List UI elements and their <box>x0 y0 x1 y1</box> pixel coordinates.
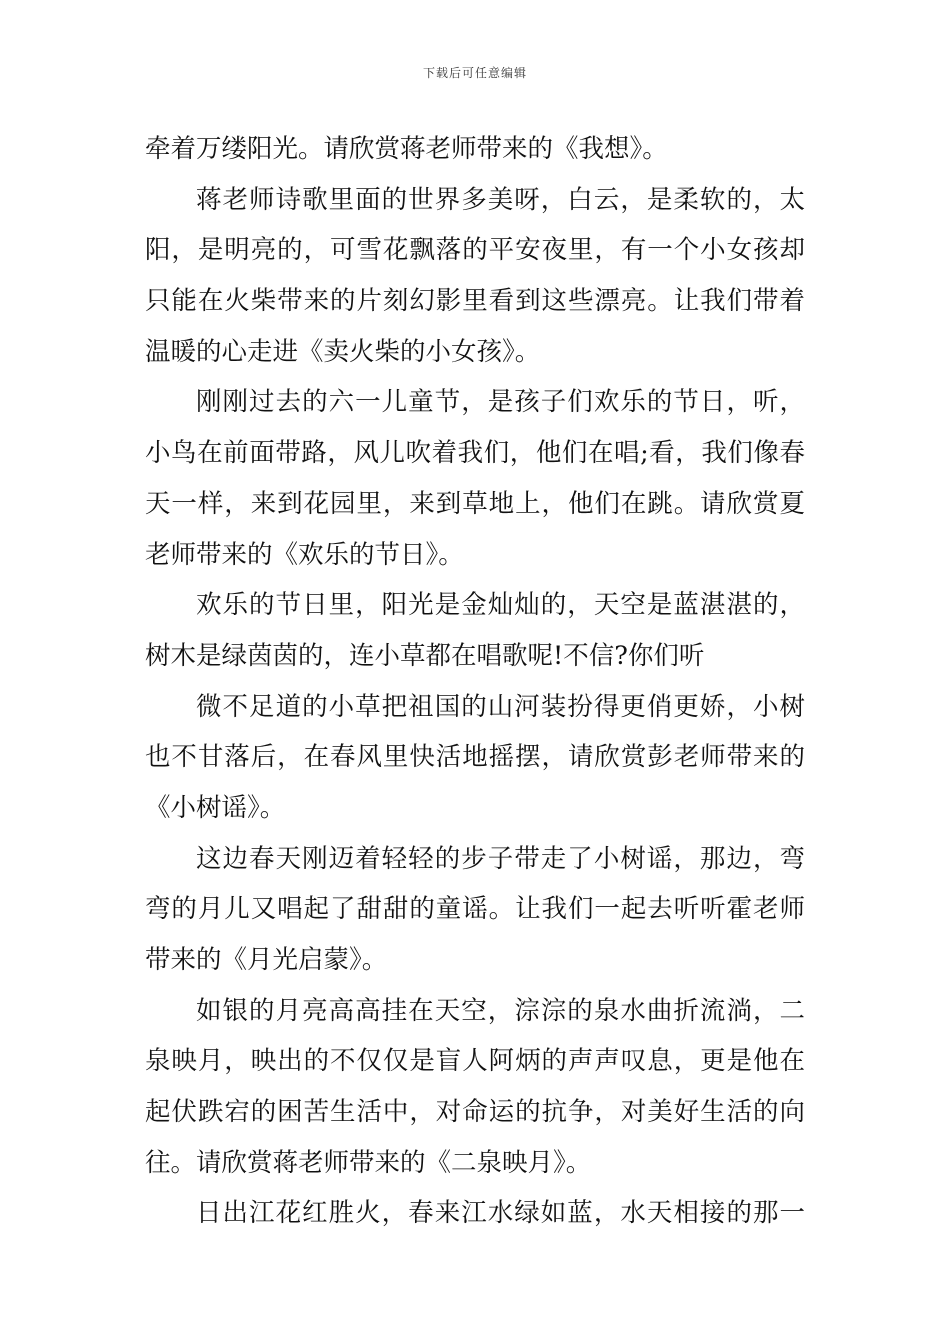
text-line: 温暖的心走进《卖火柴的小女孩》。 <box>145 336 541 367</box>
text-line: 起伏跌宕的困苦生活中，对命运的抗争，对美好生活的向 <box>145 1097 805 1128</box>
text-line: 弯的月儿又唱起了甜甜的童谣。让我们一起去听听霍老师 <box>145 894 805 925</box>
text-line: 带来的《月光启蒙》。 <box>145 945 388 975</box>
text-line: 日出江花红胜火，春来江水绿如蓝，水天相接的那一 <box>196 1198 805 1229</box>
text-line: 这边春天刚迈着轻轻的步子带走了小树谣，那边，弯 <box>196 843 805 874</box>
text-line: 《小树谣》。 <box>145 792 286 823</box>
text-line: 也不甘落后，在春风里快活地摇摆，请欣赏彭老师带来的 <box>145 742 805 773</box>
text-line: 小鸟在前面带路，风儿吹着我们，他们在唱;看，我们像春 <box>145 438 805 469</box>
text-line: 老师带来的《欢乐的节日》。 <box>145 539 464 570</box>
text-line: 泉映月，映出的不仅仅是盲人阿炳的声声叹息，更是他在 <box>145 1046 805 1077</box>
text-line: 如银的月亮高高挂在天空，淙淙的泉水曲折流淌，二 <box>196 995 805 1026</box>
text-line: 天一样，来到花园里，来到草地上，他们在跳。请欣赏夏 <box>145 488 805 519</box>
text-line: 微不足道的小草把祖国的山河装扮得更俏更娇，小树 <box>196 691 805 722</box>
text-line: 只能在火柴带来的片刻幻影里看到这些漂亮。让我们带着 <box>145 286 805 317</box>
text-line: 阳，是明亮的，可雪花飘落的平安夜里，有一个小女孩却 <box>145 235 805 266</box>
page-header: 下载后可任意编辑 <box>422 66 527 80</box>
document-body <box>145 124 805 1239</box>
text-line: 往。请欣赏蒋老师带来的《二泉映月》。 <box>145 1147 592 1178</box>
text-line: 欢乐的节日里，阳光是金灿灿的，天空是蓝湛湛的， <box>196 590 805 621</box>
text-line: 蒋老师诗歌里面的世界多美呀，白云，是柔软的，太 <box>196 184 805 215</box>
text-line: 牵着万缕阳光。请欣赏蒋老师带来的《我想》。 <box>145 134 668 164</box>
text-line: 刚刚过去的六一儿童节，是孩子们欢乐的节日，听， <box>196 387 805 418</box>
text-line: 树木是绿茵茵的，连小草都在唱歌呢!不信?你们听 <box>145 640 705 671</box>
